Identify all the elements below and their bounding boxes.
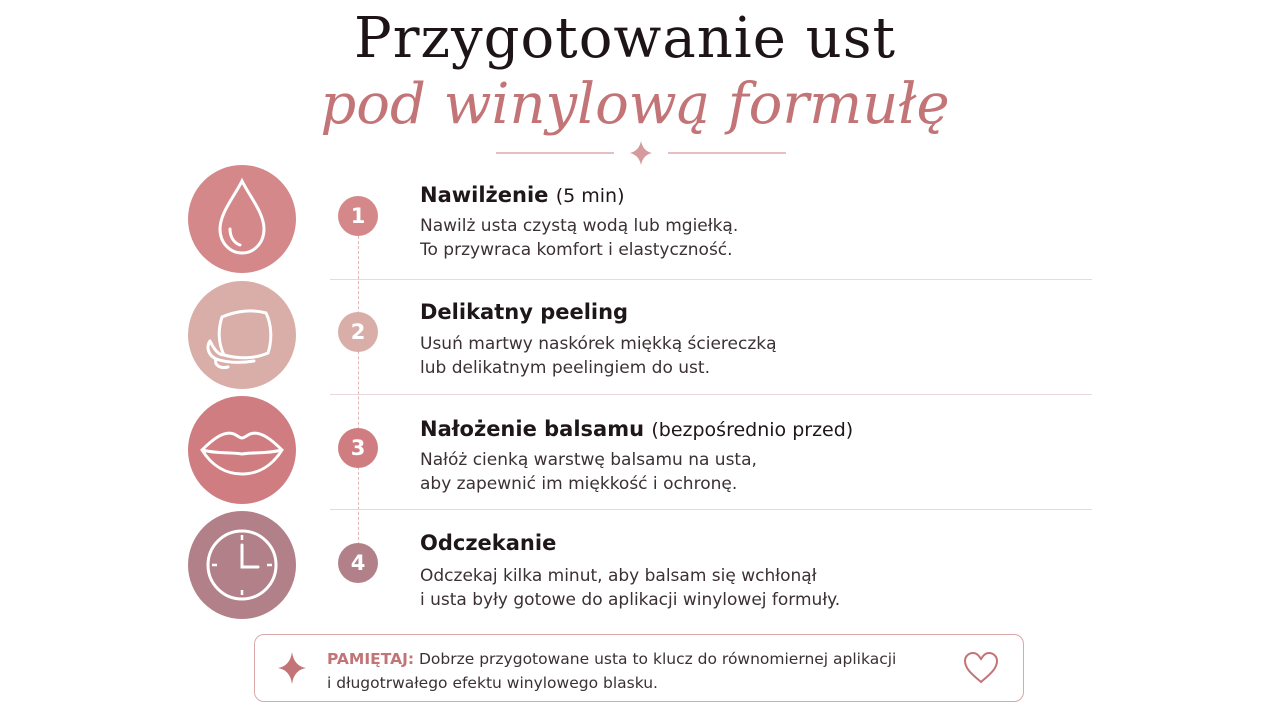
step-3-number: 3 [338, 428, 378, 468]
step-2-number: 2 [338, 312, 378, 352]
step-3-title: Nałożenie balsamu (bezpośrednio przed) [420, 417, 854, 441]
timeline-line [358, 236, 359, 550]
ornament-divider [496, 140, 786, 166]
title-line-2: pod winylową formułę [320, 72, 950, 137]
sparkle-icon [630, 141, 652, 165]
step-1-icon-circle [188, 165, 296, 273]
step-2-description: Usuń martwy naskórek miękką ściereczką lub delikatnym peelingiem do ust. [420, 334, 777, 378]
reminder-label: PAMIĘTAJ: [327, 650, 415, 668]
step-2-icon-circle [188, 281, 296, 389]
step-4-description: Odczekaj kilka minut, aby balsam się wchłonął i usta były gotowe do aplikacji winylowej formuły. [420, 566, 841, 610]
step-divider [330, 394, 1092, 395]
water-drop-icon [188, 165, 296, 273]
heart-icon [963, 651, 999, 685]
reminder-text: PAMIĘTAJ: Dobrze przygotowane usta to klucz do równomiernej aplikacji i długotrwałego efektu winylowego blasku. [327, 650, 897, 692]
step-4-icon-circle [188, 511, 296, 619]
step-divider [330, 509, 1092, 510]
step-4-number: 4 [338, 543, 378, 583]
step-3-description: Nałóż cienką warstwę balsamu na usta, aby zapewnić im miękkość i ochronę. [420, 450, 757, 494]
sparkle-icon [277, 651, 307, 685]
step-2-title: Delikatny peeling [420, 300, 629, 324]
lips-icon [188, 396, 296, 504]
step-1-description: Nawilż usta czystą wodą lub mgiełką. To przywraca komfort i elastyczność. [420, 216, 739, 260]
title-line-1: Przygotowanie ust [354, 6, 896, 71]
step-divider [330, 279, 1092, 280]
clock-icon [188, 511, 296, 619]
step-1-number: 1 [338, 196, 378, 236]
step-4-title: Odczekanie [420, 531, 557, 555]
step-1-title: Nawilżenie (5 min) [420, 183, 625, 207]
cloth-icon [188, 281, 296, 389]
reminder-box [254, 634, 1024, 702]
step-3-icon-circle [188, 396, 296, 504]
